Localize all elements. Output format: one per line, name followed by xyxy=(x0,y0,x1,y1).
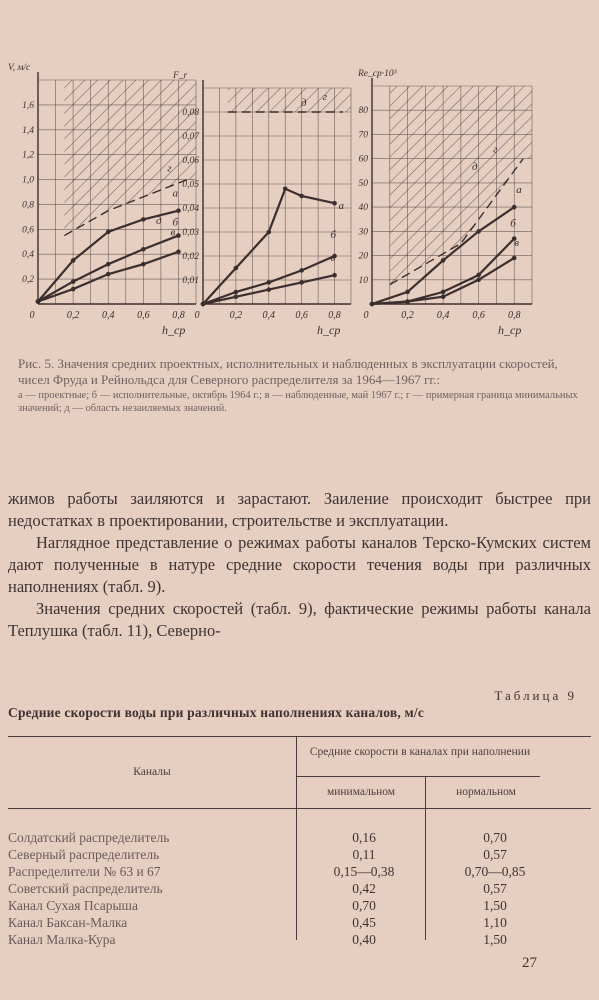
paragraph-2: Наглядное представление о режимах работы каналов Терско-Кумских систем дают полученные в натуре средние скорости течения воды при различных наполнениях (табл. 9). xyxy=(8,533,591,596)
x-tick-label: 0,8 xyxy=(172,310,185,321)
data-point xyxy=(234,290,239,295)
y-tick-label: 10 xyxy=(358,275,368,286)
data-point xyxy=(405,290,410,295)
data-point xyxy=(106,272,111,277)
y-tick-label: 70 xyxy=(358,130,368,141)
x-tick-label: 0,6 xyxy=(295,310,308,321)
chart-froude xyxy=(172,71,351,337)
paragraph-1: жимов работы заиляются и зарастают. Заиление происходит быстрее при недостатках в проектировании, строительстве и эксплуатации. xyxy=(8,489,591,530)
x-axis-label: h_ср xyxy=(498,323,522,337)
data-point xyxy=(234,295,239,300)
series-label-а: а xyxy=(338,200,345,213)
channel-name: Канал Малка-Кура xyxy=(8,932,116,947)
data-point xyxy=(71,279,76,284)
data-point xyxy=(266,230,271,235)
region-label-d: д xyxy=(472,161,478,173)
velocity-min: 0,40 xyxy=(352,932,376,947)
series-label-г: г xyxy=(322,91,328,103)
data-point xyxy=(476,229,481,234)
y-tick-label: 0,08 xyxy=(182,108,199,118)
channel-name: Солдатский распределитель xyxy=(8,830,170,845)
data-point xyxy=(176,249,181,254)
series-label-в: в xyxy=(514,236,520,249)
x-tick-label: 0,6 xyxy=(472,310,485,321)
table-row xyxy=(8,881,591,898)
caption-main: Рис. 5. Значения средних проектных, исполнительных и наблюденных в эксплуатации скоростей, чисел Фруда и Рейнольдса для Северного распределителя за 1964—1967 гг.: xyxy=(18,356,558,387)
velocity-min: 0,16 xyxy=(352,830,376,845)
y-tick-label: 0,8 xyxy=(22,200,34,211)
series-label-б: б xyxy=(510,217,516,230)
data-point xyxy=(141,262,146,267)
y-tick-label: 50 xyxy=(358,178,368,189)
hatched-region-d xyxy=(228,88,351,112)
channel-name: Канал Баксан-Малка xyxy=(8,915,128,930)
header-group: Средние скорости в каналах при наполнении xyxy=(309,746,531,758)
figure-charts xyxy=(0,50,599,350)
y-tick-label: 0,01 xyxy=(182,276,199,286)
series-label-б: б xyxy=(330,229,337,241)
velocity-norm: 1,50 xyxy=(483,898,507,913)
data-point xyxy=(176,233,181,238)
paragraph-3: Значения средних скоростей (табл. 9), фактические режимы работы канала Теплушка (табл. 11), Северно- xyxy=(8,599,591,640)
y-tick-label: 0,05 xyxy=(182,180,199,190)
y-tick-label: 1,4 xyxy=(22,125,34,136)
body-text xyxy=(8,488,591,642)
y-axis-label: F_r xyxy=(173,71,188,81)
x-tick-label: 0,6 xyxy=(137,310,150,321)
y-tick-label: 20 xyxy=(358,251,368,262)
data-point xyxy=(234,266,239,271)
x-tick-label: 0,2 xyxy=(66,310,80,321)
data-point xyxy=(176,208,181,213)
y-tick-label: 0,03 xyxy=(182,228,199,238)
velocity-min: 0,45 xyxy=(352,915,376,930)
y-tick-label: 0,06 xyxy=(182,156,199,166)
table-label: Таблица 9 xyxy=(494,688,577,703)
series-label-г: г xyxy=(493,143,498,156)
region-label-d: д xyxy=(156,215,162,227)
x-tick-label: 0,4 xyxy=(436,310,450,321)
y-tick-label: 0,04 xyxy=(182,204,199,214)
table-row xyxy=(8,864,591,881)
velocity-norm: 1,50 xyxy=(483,932,507,947)
series-label-а: а xyxy=(516,184,522,197)
velocity-norm: 0,70 xyxy=(483,830,507,845)
data-point xyxy=(370,302,375,307)
data-point xyxy=(441,290,446,295)
velocity-norm: 0,57 xyxy=(483,847,507,862)
velocity-table xyxy=(0,730,599,950)
table-row xyxy=(8,932,591,949)
channel-name: Северный распределитель xyxy=(8,847,160,862)
velocity-norm: 1,10 xyxy=(483,915,507,930)
data-point xyxy=(106,230,111,235)
y-tick-label: 1,2 xyxy=(22,150,34,161)
x-tick-label: 0,8 xyxy=(507,310,521,321)
channel-name: Советский распределитель xyxy=(8,881,163,896)
header-channels: Каналы xyxy=(133,766,171,778)
y-tick-label: 0,07 xyxy=(182,132,199,142)
x-tick-label: 0,4 xyxy=(101,310,115,321)
data-point xyxy=(201,302,206,307)
data-point xyxy=(36,299,41,304)
y-tick-label: 40 xyxy=(358,203,368,214)
y-axis-label: V, м/с xyxy=(8,63,31,73)
series-label-б: б xyxy=(172,216,178,229)
data-point xyxy=(441,258,446,263)
x-tick-label: 0,2 xyxy=(229,310,243,321)
chart-reynolds xyxy=(357,69,532,337)
chart-velocity xyxy=(8,63,196,337)
velocity-min: 0,70 xyxy=(352,898,376,913)
channel-name: Распределители № 63 и 67 xyxy=(8,864,161,879)
velocity-min: 0,15—0,38 xyxy=(333,864,395,879)
data-point xyxy=(299,194,304,199)
x-axis-label: h_ср xyxy=(317,323,341,337)
figure-caption xyxy=(18,356,586,415)
y-tick-label: 60 xyxy=(358,154,368,165)
y-tick-label: 0,02 xyxy=(182,252,199,262)
data-point xyxy=(332,201,337,206)
channel-name: Канал Сухая Псарыша xyxy=(8,898,138,913)
x-tick-label: 0,8 xyxy=(328,310,341,321)
table-row xyxy=(8,847,591,864)
x-axis-label: h_ср xyxy=(162,323,186,337)
data-point xyxy=(441,294,446,299)
series-label-г: г xyxy=(167,162,172,175)
table-title: Средние скорости воды при различных наполнениях каналов, м/с xyxy=(8,705,425,720)
y-tick-label: 1,0 xyxy=(22,175,34,186)
x-tick-label: 0,2 xyxy=(401,310,414,321)
velocity-norm: 0,70—0,85 xyxy=(464,864,526,879)
velocity-min: 0,11 xyxy=(352,847,376,862)
series-label-в: в xyxy=(170,226,176,239)
data-point xyxy=(332,273,337,278)
table-body xyxy=(8,830,591,949)
table-row xyxy=(8,915,591,932)
data-point xyxy=(512,205,517,210)
page-number: 27 xyxy=(522,955,537,971)
y-tick-label: 0,2 xyxy=(22,275,34,286)
caption-legend: а — проектные; б — исполнительные, октябрь 1964 г.; в — наблюденные, май 1967 г.; г — примерная граница минимальных значений; д — область незаиляемых значений. xyxy=(18,390,578,414)
table-row xyxy=(8,830,591,847)
data-point xyxy=(512,256,517,261)
table-rule-header xyxy=(8,808,591,809)
x-tick-label: 0 xyxy=(194,310,200,321)
table-row xyxy=(8,898,591,915)
x-tick-label: 0 xyxy=(363,310,369,321)
table-rule-group xyxy=(296,776,540,777)
data-point xyxy=(299,268,304,273)
y-tick-label: 80 xyxy=(358,106,368,117)
velocity-min: 0,42 xyxy=(352,881,376,896)
y-tick-label: 0,6 xyxy=(22,225,34,236)
data-point xyxy=(405,299,410,304)
series-label-а: а xyxy=(172,187,178,200)
data-point xyxy=(71,258,76,263)
y-tick-label: 0,4 xyxy=(22,250,34,261)
x-tick-label: 0,4 xyxy=(262,310,276,321)
y-tick-label: 30 xyxy=(358,227,368,238)
header-min: минимальном xyxy=(326,786,396,798)
data-point xyxy=(476,273,481,278)
data-point xyxy=(283,187,288,192)
data-point xyxy=(476,277,481,282)
table-rule-top xyxy=(8,736,591,737)
data-point xyxy=(141,217,146,222)
data-point xyxy=(71,287,76,292)
y-axis-label: Re_ср·10³ xyxy=(358,69,397,79)
series-label-в: в xyxy=(330,252,336,265)
header-norm: нормальном xyxy=(456,786,516,798)
data-point xyxy=(106,262,111,267)
x-tick-label: 0 xyxy=(29,310,35,321)
data-point xyxy=(299,280,304,285)
data-point xyxy=(266,280,271,285)
velocity-norm: 0,57 xyxy=(483,881,507,896)
data-point xyxy=(141,247,146,252)
y-tick-label: 1,6 xyxy=(22,100,34,111)
region-label-d: д xyxy=(301,97,307,109)
data-point xyxy=(266,287,271,292)
